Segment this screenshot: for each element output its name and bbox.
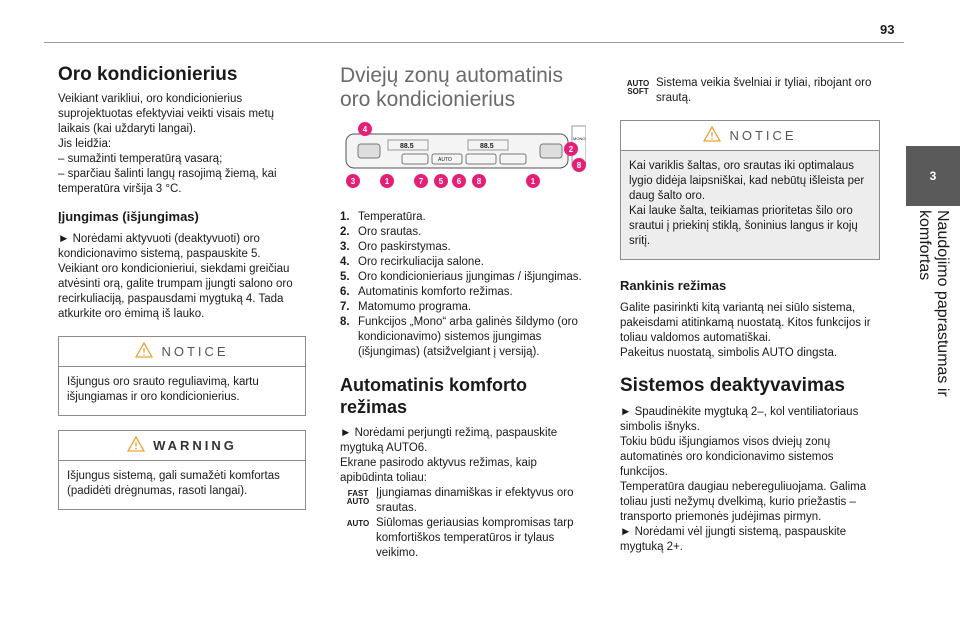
notice-icon	[135, 342, 153, 361]
bullet-winter: – sparčiau šalinti langų rasojimą žiemą, kai temperatūra viršija 3 °C.	[58, 168, 277, 195]
list-item: 5. Oro kondicionieriaus įjungimas / išjungimas.	[340, 271, 582, 283]
notice-text-3: Kai lauke šalta, teikiamas prioritetas šilo oro srautui į priekinį stiklą, šoninius langus ir kojų sritį.	[629, 205, 858, 247]
allows-text: Jis leidžia:	[58, 138, 112, 150]
panel-display-right: 88.5	[480, 143, 494, 150]
auto-comfort-title: Automatinis komforto režimas	[340, 375, 527, 417]
list-item: 3. Oro paskirstymas.	[340, 241, 451, 253]
notice-text: Išjungus oro srauto reguliavimą, kartu išjungiamas ir oro kondicionierius.	[67, 376, 259, 403]
deactivation-text-4: ► Norėdami vėl įjungti sistemą, paspauskite mygtuką 2+.	[620, 526, 847, 553]
auto-row	[340, 516, 592, 561]
bullet-summer: – sumažinti temperatūrą vasarą;	[58, 153, 223, 165]
notice-icon-2	[703, 126, 721, 145]
deactivation-text-1: ► Spaudinėkite mygtuką 2–, kol ventiliatoriaus simbolis išnyks.	[620, 406, 859, 433]
callout-7: 7	[414, 174, 428, 188]
auto-desc-text: Ekrane pasirodo aktyvus režimas, kaip apibūdinta toliau:	[340, 457, 537, 484]
auto-soft-text: Sistema veikia švelniai ir tyliai, ribojant oro srautą.	[656, 77, 872, 104]
panel-auto-button: AUTO	[438, 157, 452, 163]
page-number: 93	[880, 22, 895, 37]
callout-1-right: 1	[526, 174, 540, 188]
warning-text: Išjungus sistemą, gali sumažėti komfortas (padidėti drėgnumas, rasoti langai).	[67, 470, 280, 497]
column-1	[58, 64, 306, 510]
top-rule	[44, 42, 904, 43]
notice-box-2	[620, 120, 880, 260]
manual-mode-text: Galite pasirinkti kitą variantą nei siūlo sistema, pakeisdami atitinkamą nuostatą. Kitos funkcijos ir toliau valdomos automatiškai.	[620, 302, 871, 344]
list-item: 4. Oro recirkuliacija salone.	[340, 256, 484, 268]
list-item: 8. Funkcijos „Mono“ arba galinės šildymo (oro kondicionavimo) sistemos įjungimas (išjungimas) (atsižvelgiant į versiją).	[340, 316, 578, 358]
manual-mode-title: Rankinis režimas	[620, 278, 727, 293]
notice-header	[59, 337, 305, 367]
deactivation-title: Sistemos deaktyvavimas	[620, 375, 845, 396]
callout-8-right: 8	[572, 158, 586, 172]
callout-4: 4	[358, 122, 372, 136]
chapter-tab: 3	[906, 146, 960, 206]
auto-soft-icon: AUTO SOFT	[626, 79, 650, 96]
column-2	[340, 64, 592, 561]
auto-soft-row	[620, 76, 880, 106]
activation-title: Įjungimas (išjungimas)	[58, 209, 199, 224]
auto-press-text: ► Norėdami perjungti režimą, paspauskite mygtuką AUTO6.	[340, 427, 558, 454]
notice-label: NOTICE	[161, 344, 229, 359]
list-item: 2. Oro srautas.	[340, 226, 422, 238]
activation-text-2: Veikiant oro kondicionieriui, siekdami greičiau atvėsinti orą, galite trumpam įjungti salono oro recirkuliaciją, paspausdami mygtuką 4. Tada atkurkite oro ėmimą iš lauko.	[58, 263, 293, 320]
fast-auto-text: Įjungiamas dinamiškas ir efektyvus oro srautas.	[376, 487, 574, 514]
callout-5: 5	[434, 174, 448, 188]
callout-3: 3	[346, 174, 360, 188]
warning-header	[59, 431, 305, 461]
callout-8-bottom: 8	[472, 174, 486, 188]
callout-6: 6	[452, 174, 466, 188]
callout-1-left: 1	[380, 174, 394, 188]
deactivation-text-2: Tokiu būdu išjungiamos visos dviejų zonų automatinės oro kondicionavimo sistemos funkcijos.	[620, 436, 834, 478]
callout-2: 2	[564, 142, 578, 156]
manual-mode-text-2: Pakeitus nuostatą, simbolis AUTO dingsta.	[620, 347, 838, 359]
list-item: 1. Temperatūra.	[340, 211, 426, 223]
notice-label-2: NOTICE	[729, 128, 797, 143]
section-title-ac: Oro kondicionierius	[58, 64, 238, 85]
dual-zone-title: Dviejų zonų automatinis oro kondicionierius	[340, 64, 563, 111]
notice-box	[58, 336, 306, 416]
warning-box	[58, 430, 306, 510]
list-item: 6. Automatinis komforto režimas.	[340, 286, 513, 298]
warning-label: WARNING	[153, 438, 237, 453]
auto-icon: AUTO	[346, 519, 370, 528]
list-item: 7. Matomumo programa.	[340, 301, 472, 313]
fast-auto-icon: FAST AUTO	[346, 489, 370, 506]
legend-list	[340, 210, 592, 360]
intro-text: Veikiant varikliui, oro kondicionierius suprojektuotas efektyviai veikti visais metų laikais (kai uždaryti langai).	[58, 93, 275, 135]
notice-text-2: Kai variklis šaltas, oro srautas iki optimalaus lygio didėja laipsniškai, kad nebūtų išleista per daug šalto oro.	[629, 160, 865, 202]
deactivation-text-3: Temperatūra daugiau nebereguliuojama. Galima toliau justi nežymų dvelkimą, kurio priežastis – transporto priemonės judėjimas pirmyn.	[620, 481, 867, 523]
notice-header-2	[621, 121, 879, 151]
fast-auto-row	[340, 486, 592, 516]
control-panel-illustration	[340, 122, 586, 192]
chapter-title: Naudojimo paprastumas ir komfortas	[916, 210, 951, 397]
panel-display-left: 88.5	[400, 143, 414, 150]
warning-icon	[127, 436, 145, 455]
auto-text: Siūlomas geriausias kompromisas tarp komfortiškos temperatūros ir tylaus veikimo.	[376, 517, 574, 559]
column-3	[620, 76, 880, 555]
activation-text: ► Norėdami aktyvuoti (deaktyvuoti) oro kondicionavimo sistemą, paspauskite 5.	[58, 233, 261, 260]
panel-mono-button: MONO	[573, 136, 586, 141]
